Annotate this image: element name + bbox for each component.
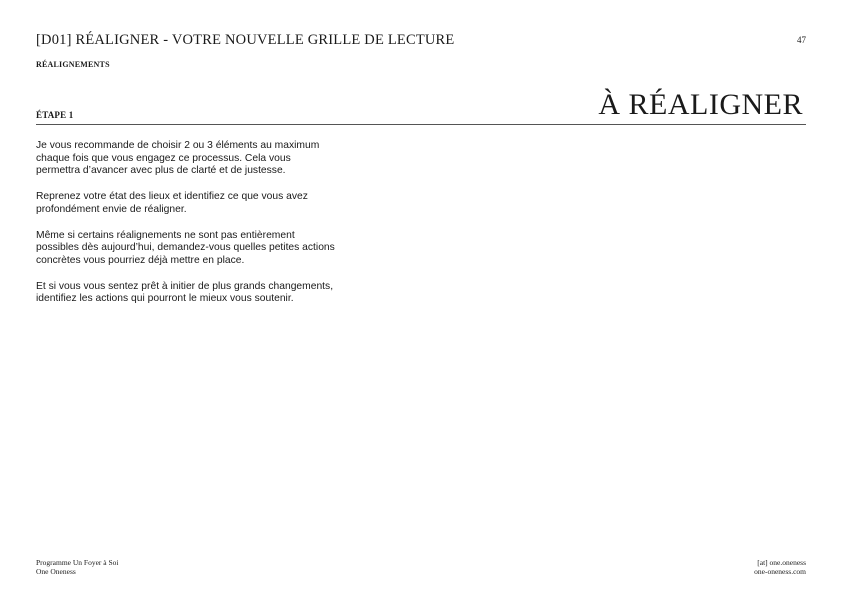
footer-website: one-oneness.com <box>754 567 806 576</box>
footer-program-name: Programme Un Foyer à Soi <box>36 558 119 567</box>
step-label: ÉTAPE 1 <box>36 110 74 120</box>
step-title: À RÉALIGNER <box>598 88 803 121</box>
body-paragraph: Reprenez votre état des lieux et identifiez ce que vous avez profondément envie de réaligner. <box>36 191 308 215</box>
page-number: 47 <box>797 35 806 45</box>
section-label: RÉALIGNEMENTS <box>36 60 110 69</box>
body-paragraph: Je vous recommande de choisir 2 ou 3 éléments au maximum chaque fois que vous engagez ce processus. Cela vous permettra d’avancer avec plus de clarté et de justesse. <box>36 140 320 177</box>
footer-right <box>754 558 806 576</box>
footer-brand: One Oneness <box>36 567 76 576</box>
document-title: [D01] RÉALIGNER - VOTRE NOUVELLE GRILLE DE LECTURE <box>36 32 455 48</box>
header-divider <box>36 124 806 125</box>
footer-left <box>36 558 119 576</box>
body-text <box>36 140 336 319</box>
body-paragraph: Même si certains réalignements ne sont pas entièrement possibles dès aujourd’hui, demandez-vous quelles petites actions concrètes vous pourriez déjà mettre en place. <box>36 229 335 266</box>
body-paragraph: Et si vous vous sentez prêt à initier de plus grands changements, identifiez les actions qui pourront le mieux vous soutenir. <box>36 280 334 305</box>
footer-handle: [at] one.oneness <box>757 558 806 567</box>
